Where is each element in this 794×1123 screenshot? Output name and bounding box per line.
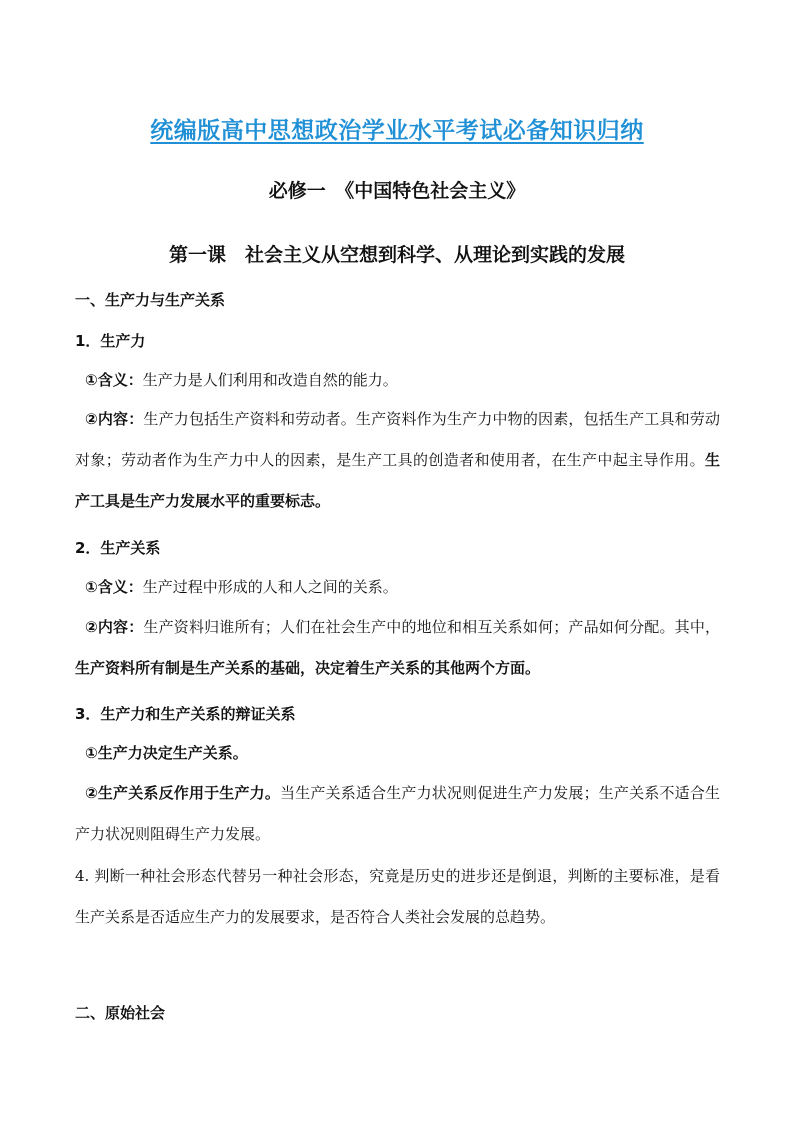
item-heading-dialectic: 3．生产力和生产关系的辩证关系 bbox=[75, 705, 296, 723]
text-plain: 当生产关系适合生产力状况则促进生产力发展；生产关系不适合生产力状况则阻碍生产力发展。 bbox=[75, 784, 720, 843]
text-content: 生产力包括生产资料和劳动者。生产资料作为生产力中物的因素，包括生产工具和劳动对象；劳动者作为生产力中人的因素，是生产工具的创造者和使用者，在生产中起主导作用。 bbox=[75, 410, 720, 469]
text-bold: ①生产力决定生产关系。 bbox=[85, 744, 248, 762]
section-heading-1: 一、生产力与生产关系 bbox=[75, 291, 226, 309]
paragraph-dialectic-1 bbox=[75, 733, 720, 774]
text-bold: ②生产关系反作用于生产力。 bbox=[85, 784, 281, 802]
text-content-bold: 生产资料所有制是生产关系的基础，决定着生产关系的其他两个方面。 bbox=[75, 659, 541, 677]
item-heading-productivity: 1．生产力 bbox=[75, 332, 146, 350]
lesson-title: 第一课 社会主义从空想到科学、从理论到实践的发展 bbox=[168, 244, 625, 266]
paragraph-relations-meaning bbox=[75, 567, 720, 608]
item-heading-relations: 2．生产关系 bbox=[75, 539, 161, 557]
paragraph-productivity-content bbox=[75, 399, 720, 522]
module-subtitle: 必修一 《中国特色社会主义》 bbox=[268, 180, 526, 202]
label-content: ②内容： bbox=[85, 618, 144, 636]
text-content: 生产资料归谁所有；人们在社会生产中的地位和相互关系如何；产品如何分配。其中， bbox=[143, 618, 720, 636]
paragraph-judgment-standard: 4. 判断一种社会形态代替另一种社会形态，究竟是历史的进步还是倒退，判断的主要标准，是看生产关系是否适应生产力的发展要求，是否符合人类社会发展的总趋势。 bbox=[75, 867, 720, 926]
label-meaning: ①含义： bbox=[85, 578, 143, 596]
paragraph-productivity-meaning bbox=[75, 360, 720, 401]
text-content-bold: 生产工具是生产力发展水平的重要标志。 bbox=[75, 451, 720, 510]
paragraph-relations-content bbox=[75, 607, 720, 689]
text-meaning: 生产过程中形成的人和人之间的关系。 bbox=[142, 578, 398, 596]
document-title: 统编版高中思想政治学业水平考试必备知识归纳 bbox=[150, 118, 644, 144]
paragraph-dialectic-2 bbox=[75, 773, 720, 855]
section-heading-2: 二、原始社会 bbox=[75, 1004, 166, 1022]
label-content: ②内容： bbox=[85, 410, 144, 428]
label-meaning: ①含义： bbox=[85, 371, 143, 389]
text-meaning: 生产力是人们利用和改造自然的能力。 bbox=[142, 371, 398, 389]
